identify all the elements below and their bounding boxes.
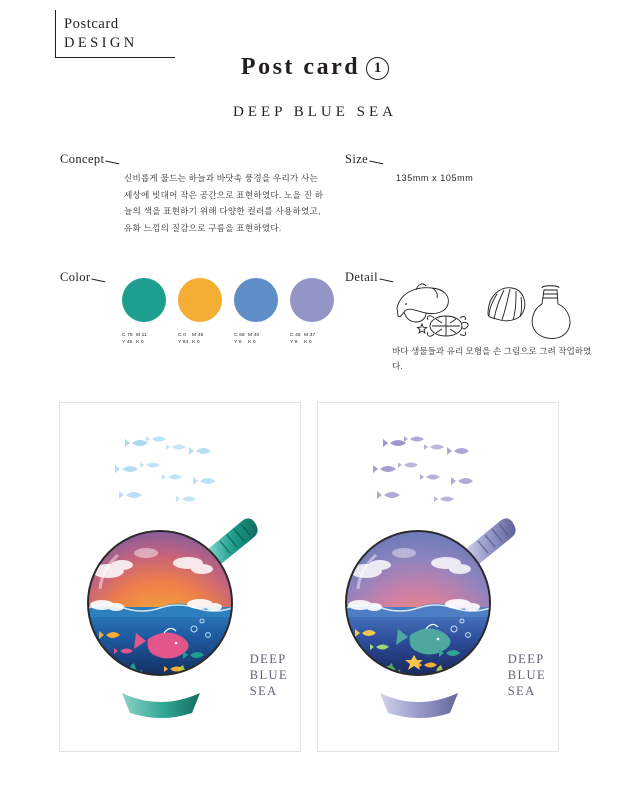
turtle-sketch-icon bbox=[427, 316, 468, 336]
label-underline-tick bbox=[106, 155, 121, 165]
color-swatch bbox=[122, 278, 166, 322]
size-label: Size bbox=[345, 152, 384, 167]
postcard-preview-left[interactable] bbox=[59, 402, 301, 752]
label-underline-tick bbox=[92, 273, 107, 283]
color-code: C 0 M 45 Y 84 K 0 bbox=[178, 333, 204, 345]
page-title-text: Post card bbox=[240, 54, 361, 80]
bottle-sketch-icon bbox=[532, 286, 570, 339]
postcard-preview-right[interactable] bbox=[317, 402, 559, 752]
concept-text: 신비롭게 물드는 하늘과 바닷속 풍경을 우리가 사는 세상에 빗대어 작은 공간으로 표현하였다. 노을 진 하늘의 색을 표현하기 위해 다양한 컬러를 사용하였고, 유화 느낌의 질감으로 구름을 표현하였다. bbox=[124, 173, 324, 233]
concept-label: Concept bbox=[60, 152, 120, 167]
page-subtitle: DEEP BLUE SEA bbox=[233, 104, 397, 120]
bottle-stand bbox=[122, 693, 200, 718]
page-title bbox=[0, 54, 630, 81]
logo-line-2: DESIGN bbox=[64, 35, 138, 51]
card-caption: DEEP BLUE SEA bbox=[507, 652, 546, 698]
color-code: C 68 M 40 Y 0 K 0 bbox=[234, 333, 260, 345]
color-label: Color bbox=[60, 270, 106, 285]
color-swatch bbox=[290, 278, 334, 322]
color-swatch-group bbox=[122, 278, 346, 346]
label-underline-tick bbox=[370, 155, 385, 165]
color-code: C 79 M 11 Y 45 K 0 bbox=[122, 333, 147, 345]
detail-text: 바다 생물들과 유리 모형을 손 그림으로 그려 작업하였다. bbox=[392, 346, 592, 371]
logo-line-1: Postcard bbox=[64, 16, 119, 32]
size-value: 135mm x 105mm bbox=[396, 173, 474, 183]
card-caption: DEEP BLUE SEA bbox=[249, 652, 288, 698]
color-swatch bbox=[234, 278, 278, 322]
fish-school-icon bbox=[115, 436, 215, 502]
fish-school-icon bbox=[373, 436, 473, 502]
color-code: C 46 M 37 Y 8 K 0 bbox=[290, 333, 316, 345]
detail-sketch-group bbox=[392, 280, 572, 340]
logo-block bbox=[55, 10, 175, 58]
star-sketch-icon bbox=[417, 324, 426, 333]
color-swatch bbox=[178, 278, 222, 322]
page-number-badge: 1 bbox=[366, 57, 389, 80]
shell-sketch-icon bbox=[488, 288, 525, 321]
detail-label: Detail bbox=[345, 270, 394, 285]
bottle-stand bbox=[380, 693, 458, 718]
